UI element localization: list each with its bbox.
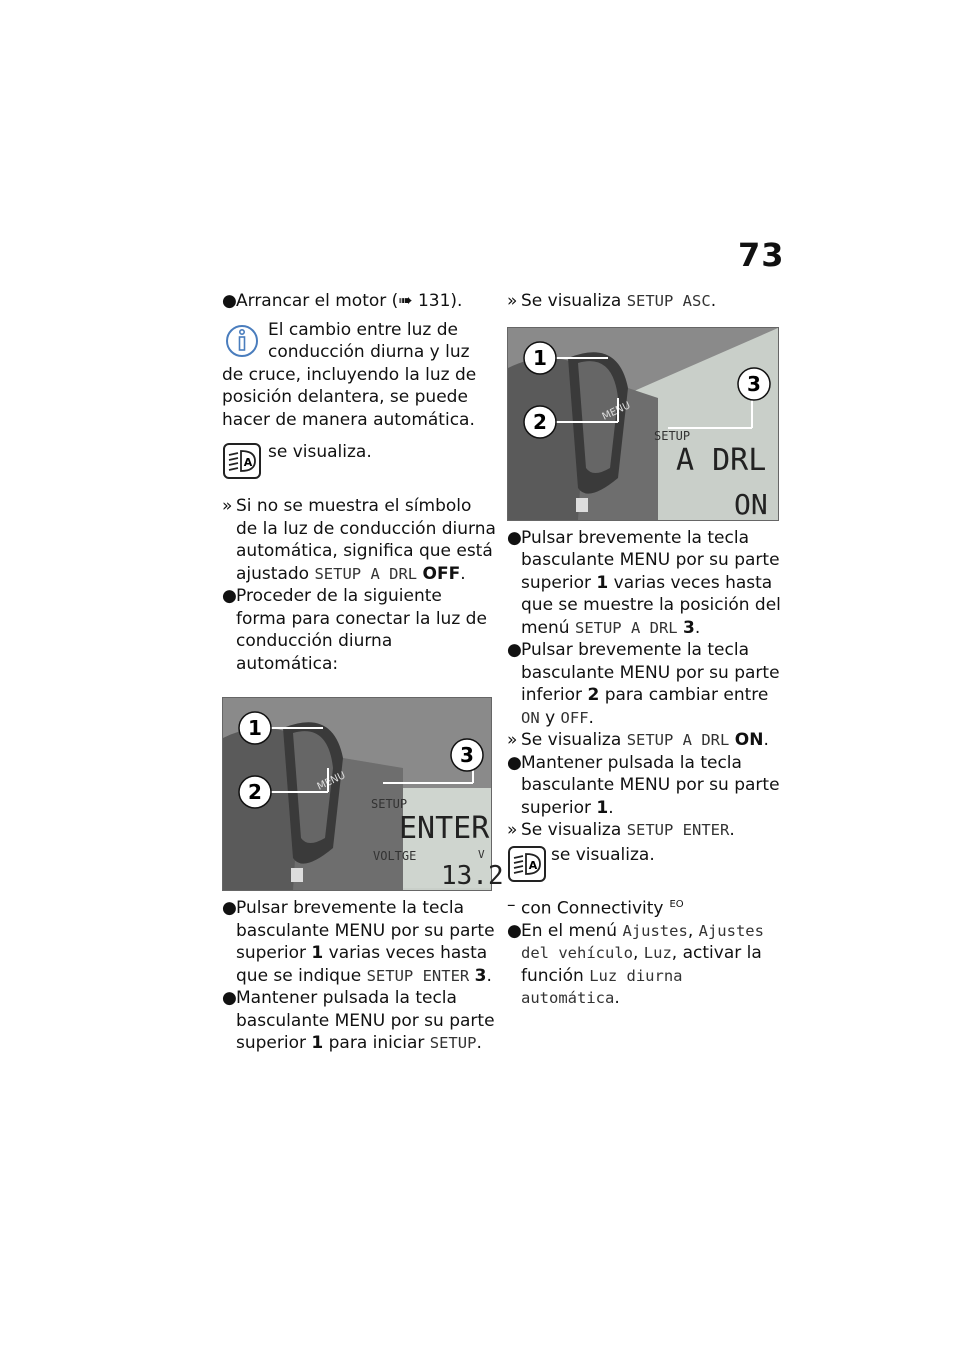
svg-text:A: A — [528, 858, 538, 872]
svg-text:SETUP: SETUP — [654, 428, 691, 443]
list-item: » Si no se muestra el símbolo de la luz de conducción diurna automática, significa que está ajustado SETUP A DRL OFF. — [222, 496, 496, 584]
fuel-icon — [576, 498, 588, 512]
callout-1: 1 — [533, 345, 547, 370]
bullet-icon: ● — [507, 920, 522, 941]
callout-2: 2 — [248, 780, 262, 804]
callout-2: 2 — [533, 409, 547, 434]
page-number: 73 — [738, 236, 785, 274]
list-item: ● Proceder de la siguiente forma para conectar la luz de conducción diurna automática: — [222, 586, 487, 674]
dash-icon: – — [507, 894, 516, 915]
info-icon — [224, 321, 260, 361]
bullet-icon: ● — [222, 898, 237, 918]
bullet-icon: ● — [507, 527, 522, 548]
list-item: ● Arrancar el motor (➠ 131). — [222, 291, 463, 311]
left-column — [222, 290, 504, 1055]
list-item: ● Mantener pulsada la tecla basculante MENU por su parte superior 1. — [507, 752, 780, 818]
auto-light-icon — [222, 441, 262, 481]
result-icon: » — [222, 496, 233, 516]
display-icon-note: A se visualiza. — [507, 844, 787, 890]
svg-text:V: V — [478, 848, 485, 861]
menu-setup-enter-photo — [222, 697, 504, 891]
callout-3: 3 — [747, 371, 761, 396]
svg-text:ON: ON — [734, 487, 768, 521]
bullet-icon: ● — [222, 586, 237, 606]
bullet-icon: ● — [507, 640, 522, 660]
list-item: ● Pulsar brevemente la tecla basculante MENU por su parte inferior 2 para cambiar entre ON y OFF. — [507, 640, 780, 728]
result-icon: » — [507, 820, 518, 840]
list-item: » Se visualiza SETUP A DRL ON. — [507, 730, 769, 750]
svg-text:VOLTGE: VOLTGE — [373, 849, 417, 863]
callout-1: 1 — [248, 716, 262, 740]
auto-light-icon — [507, 844, 547, 884]
menu-setup-drl-photo — [507, 327, 779, 521]
list-item: » Se visualiza SETUP ASC. — [507, 291, 717, 311]
menu-label: MENU — [315, 770, 348, 793]
svg-text:A: A — [243, 456, 253, 469]
svg-text:13.2: 13.2 — [441, 861, 504, 891]
display-icon-note: A se visualiza. — [222, 441, 497, 481]
bullet-icon: ● — [222, 988, 237, 1008]
condition-item: – con Connectivity $^{EO}$ — [507, 894, 684, 919]
menu-label: MENU — [600, 399, 633, 423]
list-item: ● Mantener pulsada la tecla basculante MENU por su parte superior 1 para iniciar SETUP. — [222, 988, 495, 1053]
bullet-icon: ● — [222, 291, 237, 311]
arrow-ref-icon: ➠ — [398, 291, 413, 311]
list-item: ● Pulsar brevemente la tecla basculante MENU por su parte superior 1 varias veces hasta que se muestre la posición del menú SETUP A DRL 3. — [507, 527, 781, 638]
result-icon: » — [507, 291, 518, 311]
svg-text:ENTER: ENTER — [399, 811, 490, 846]
svg-text:A DRL: A DRL — [676, 442, 767, 478]
list-item: » Se visualiza SETUP ENTER. — [507, 820, 735, 840]
info-note: El cambio entre luz de conducción diurna y luz de cruce, incluyendo la luz de posición delantera, se puede hacer de manera automática. — [222, 319, 477, 430]
right-column — [507, 290, 787, 1010]
result-icon: » — [507, 730, 518, 750]
callout-3: 3 — [460, 743, 474, 767]
list-item: ● En el menú Ajustes, Ajustes del vehículo, Luz, activar la función Luz diurna automática. — [507, 920, 764, 1009]
list-item: ● Pulsar brevemente la tecla basculante MENU por su parte superior 1 varias veces hasta que se indique SETUP ENTER 3. — [222, 898, 495, 986]
bullet-icon: ● — [507, 752, 522, 773]
fuel-icon — [291, 868, 303, 882]
svg-text:SETUP: SETUP — [371, 797, 408, 811]
